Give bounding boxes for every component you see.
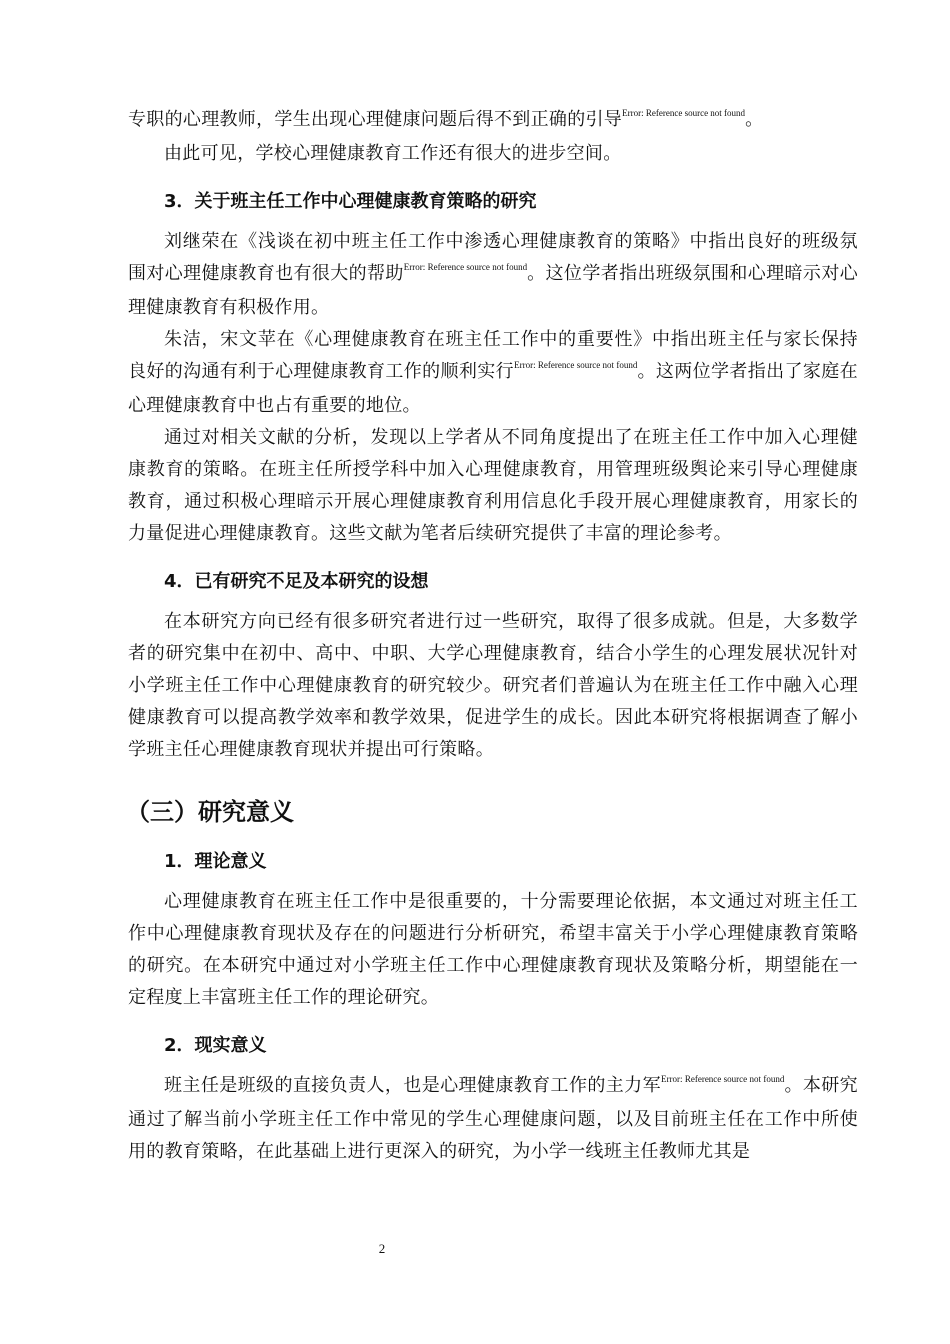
paragraph: 心理健康教育在班主任工作中是很重要的，十分需要理论依据，本文通过对班主任工作中心理健康教育现状及存在的问题进行分析研究，希望丰富关于小学心理健康教育策略的研究。在本研究中通过对小学班主任工作中心理健康教育现状及策略分析，期望能在一定程度上丰富班主任工作的理论研究。	[128, 891, 858, 1008]
paragraph	[128, 226, 858, 324]
paragraph	[128, 104, 858, 138]
paragraph	[128, 1070, 858, 1168]
paragraph-text: 。这位学者指出班级氛围和心理暗示对心理健康教育有积极作用。	[128, 263, 859, 318]
reference-error: Error: Reference source not found	[660, 1074, 785, 1084]
paragraph	[128, 324, 858, 422]
subheading: 4．已有研究不足及本研究的设想	[164, 571, 429, 592]
paragraph-text: 。这两位学者指出了家庭在心理健康教育中也占有重要的地位。	[128, 361, 858, 416]
paragraph-text: 。本研究通过了解当前小学班主任工作中常见的学生心理健康问题，以及目前班主任在工作中所使用的教育策略，在此基础上进行更深入的研究，为小学一线班主任教师尤其是	[128, 1075, 858, 1162]
paragraph-text: 朱洁，宋文苹在《心理健康教育在班主任工作中的重要性》中指出班主任与家长保持良好的沟通有利于心理健康教育工作的顺利实行	[128, 329, 858, 382]
subheading: 1．理论意义	[164, 851, 267, 872]
page-content	[128, 104, 858, 1168]
page-number: 2	[378, 1241, 386, 1256]
subheading: 2．现实意义	[164, 1035, 267, 1056]
paragraph-text: 班主任是班级的直接负责人，也是心理健康教育工作的主力军	[164, 1075, 661, 1096]
paragraph: 通过对相关文献的分析，发现以上学者从不同角度提出了在班主任工作中加入心理健康教育的策略。在班主任所授学科中加入心理健康教育，用管理班级舆论来引导心理健康教育，通过积极心理暗示开展心理健康教育利用信息化手段开展心理健康教育，用家长的力量促进心理健康教育。这些文献为笔者后续研究提供了丰富的理论参考。	[128, 427, 858, 544]
reference-error: Error: Reference source not found	[622, 108, 746, 118]
paragraph-text: 。	[745, 109, 764, 130]
reference-error: Error: Reference source not found	[403, 262, 528, 272]
paragraph-text: 专职的心理教师，学生出现心理健康问题后得不到正确的引导	[128, 109, 623, 130]
paragraph-text: 刘继荣在《浅谈在初中班主任工作中渗透心理健康教育的策略》中指出良好的班级氛围对心理健康教育也有很大的帮助	[128, 231, 858, 284]
section-title: （三）研究意义	[126, 798, 294, 826]
paragraph: 在本研究方向已经有很多研究者进行过一些研究，取得了很多成就。但是，大多数学者的研究集中在初中、高中、中职、大学心理健康教育，结合小学生的心理发展状况针对小学班主任工作中心理健康教育的研究较少。研究者们普遍认为在班主任工作中融入心理健康教育可以提高教学效率和教学效果，促进学生的成长。因此本研究将根据调查了解小学班主任心理健康教育现状并提出可行策略。	[128, 611, 858, 760]
paragraph: 由此可见，学校心理健康教育工作还有很大的进步空间。	[164, 143, 622, 164]
reference-error: Error: Reference source not found	[514, 360, 638, 370]
subheading: 3．关于班主任工作中心理健康教育策略的研究	[164, 191, 537, 212]
